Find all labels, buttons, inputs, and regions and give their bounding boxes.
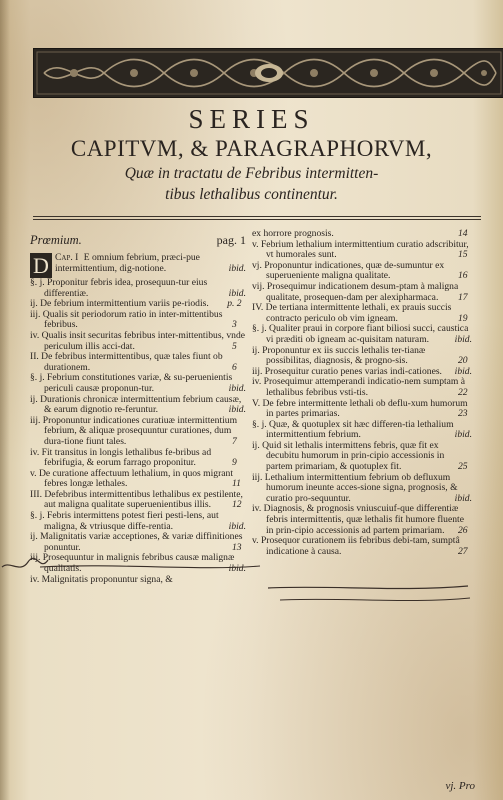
entry-text: iij. Prosequuntur in malignis febribus causæ malignæ qualitatis. — [30, 552, 235, 575]
entry-text: ij. De febrium intermittentium variis pe-riodis. — [30, 298, 209, 310]
toc-entry: v. De curatione affectuum lethalium, in quos migrant febres longæ lethales. 11 — [30, 467, 241, 490]
title-subline-1: Quæ in tractatu de Febribus intermitten- — [124, 165, 379, 182]
entry-text: iij. Qualis sit periodorum ratio in inter-mittentibus febribus. — [30, 308, 223, 331]
entry-text: §. j. Quæ, & quotuplex sit hæc differen-tia lethalium intermittentium febrium. — [252, 418, 454, 441]
entry-ref: ibid. — [454, 333, 472, 345]
entry-text: ij. Malignitatis variæ acceptiones, & variæ diffinitiones ponuntur. — [30, 531, 243, 553]
entry-text: iv. Prosequimur attemperandi indicatio-nem sumptam à lethalibus febribus vsti-tis. — [252, 376, 466, 398]
entry-ref: ibid. — [228, 262, 246, 274]
entry-text: iv. Malignitatis proponuntur signa, & — [30, 573, 173, 585]
toc-entry: iv. Prosequimur attemperandi indicatio-nem sumptam à lethalibus febribus vsti-tis. 22 — [252, 376, 468, 398]
toc-entry — [30, 395, 246, 416]
toc-entry: iv. Diagnosis, & prognosis vniuscuiuf-que differentiæ febris intermittentis, quæ lethalis fit humore fluente in prin-cipio accessionis ad partem primariam. 26 — [252, 503, 468, 536]
toc-entry: IV. De tertiana intermittente lethali, ex prauis succis contracto periculo ob vim igneam. 19 — [252, 302, 468, 324]
entry-ref: ibid. — [228, 287, 246, 299]
toc-entry: V. De febre intermittente lethali ob deflu-xum humorum in partes primarias. 23 — [252, 397, 468, 420]
toc-entry — [252, 324, 472, 345]
entry-text: iv. Fit transitus in longis lethalibus fe-bribus ad febrifugia, & eorum farrago proponitur. — [30, 446, 212, 469]
divider-rule-top — [33, 216, 481, 217]
toc-entry: v. Prosequor curationem iis febribus debi-tam, sumptâ indicatione à causa. 27 — [252, 535, 468, 557]
entry-text: v. Febrium lethalium intermittentium curatio adscribitur, vt humorales sunt. — [252, 238, 469, 261]
toc-entry — [30, 373, 246, 394]
toc-entry: vij. Prosequimur indicationem desum-ptam à maligna qualitate, prosequen-dam per alexipharmaca. 17 — [252, 280, 468, 303]
entry-text: II. De febribus intermittentibus, quæ tales fiunt ob durationem. — [30, 351, 223, 373]
entry-text: iij. Prosequitur curatio penes varias indi-cationes. — [252, 365, 442, 377]
entry-text: IV. De tertiana intermittente lethali, ex prauis succis contracto periculo ob vim igneam. — [252, 302, 452, 324]
entry-ref: ibid. — [454, 492, 472, 504]
toc-entry: iij. Proponuntur indicationes curatiuæ intermittentium febrium, & aliquæ prosequuntur curationes, dum dura-tione fiunt tales. 7 — [30, 414, 238, 447]
left-column — [30, 232, 246, 585]
entry-text: V. De febre intermittente lethali ob deflu-xum humorum in partes primarias. — [252, 397, 468, 420]
toc-entry — [30, 278, 246, 299]
catchword: vj. Pro — [445, 780, 475, 792]
toc-entry: v. Febrium lethalium intermittentium curatio adscribitur, vt humorales sunt. 15 — [252, 238, 469, 261]
entry-ref: ibid. — [228, 563, 246, 575]
entry-ref: ibid. — [228, 404, 246, 416]
toc-entry: iv. Fit transitus in longis lethalibus fe-bribus ad febrifugia, & eorum farrago proponitur. 9 — [30, 446, 237, 469]
entry-text: §. j. Proponitur febris idea, prosequun-tur eius differentiæ. — [30, 277, 208, 299]
entry-text: v. Prosequor curationem iis febribus debi-tam, sumptâ indicatione à causa. — [252, 535, 460, 557]
toc-entry — [30, 252, 246, 278]
headpiece-ornament-icon — [34, 49, 503, 97]
title-series: SERIES — [188, 104, 315, 134]
chapter-label: Cap. I — [55, 252, 79, 263]
toc-entry: ij. Proponuntur ex iis succis lethalis ter-tianæ possibilitas, diagnosis, & progno-sis. 20 — [252, 344, 468, 367]
heading-text: Prœmium. — [30, 233, 82, 247]
title-subline-2: tibus lethalibus continentur. — [165, 186, 338, 203]
toc-entry — [30, 575, 246, 586]
divider-rule-bottom — [33, 219, 481, 220]
entry-text: iij. Proponuntur indicationes curatiuæ intermittentium febrium, & aliquæ prosequuntur curationes, dum dura-tione fiunt tales. — [30, 414, 238, 447]
toc-entry: II. De febribus intermittentibus, quæ tales fiunt ob durationem. 6 — [30, 351, 237, 373]
toc-entry: III. Defebribus intermittentibus lethalibus ex pestilente, aut maligna qualitate superuenientibus illis. 12 — [30, 488, 243, 511]
entry-text: iij. Lethalium intermittentium febrium ob defluxum humorum ineunte acces-sione signa, prognosis, & curatio pro-sequuntur. — [252, 471, 458, 504]
toc-entry: ij. Malignitatis variæ acceptiones, & variæ diffinitiones ponuntur. 13 — [30, 531, 243, 553]
toc-entry — [252, 473, 472, 505]
toc-entry: vj. Proponuntur indicationes, quæ de-sumuntur ex superueniente maligna qualitate. 16 — [252, 259, 468, 282]
toc-entry: ex horrore prognosis. 14 — [252, 228, 468, 239]
ornamental-headpiece — [33, 48, 503, 98]
entry-text: §. j. Febrium constitutiones variæ, & su-peruenientis periculi causæ proponun-tur. — [30, 372, 233, 394]
prooemium-heading — [30, 232, 246, 248]
entry-ref: ibid. — [454, 429, 472, 441]
entry-text: E omnium febrium, præci-pue intermittentium, dig-notione. — [55, 252, 200, 274]
entry-text: III. Defebribus intermittentibus lethalibus ex pestilente, aut maligna qualitate superuenientibus illis. — [30, 488, 243, 511]
toc-entry: ij. Quid sit lethalis intermittens febris, quæ fit ex decubitu humorum in prin-cipio accessionis in partem primariam, & quotuplex fit. 25 — [252, 439, 468, 473]
entry-text: ex horrore prognosis. — [252, 228, 334, 239]
entry-text: iv. Qualis insit securitas febribus inter-mittentibus, vnde periculum illis acci-dat. — [30, 329, 246, 352]
dropcap-letter: D — [30, 253, 52, 278]
toc-entry — [30, 553, 246, 574]
entry-ref: ibid. — [228, 520, 246, 532]
entry-text: ij. Quid sit lethalis intermittens febris, quæ fit ex decubitu humorum in prin-cipio accessionis in partem primariam, & quotuplex fit. — [252, 439, 445, 473]
entry-text: ij. Durationis chronicæ intermittentium febrium causæ, & earum dignotio re-feruntur. — [30, 393, 242, 416]
heading-page: pag. 1 — [216, 233, 246, 247]
entry-text: ij. Proponuntur ex iis succis lethalis ter-tianæ possibilitas, diagnosis, & progno-sis. — [252, 344, 426, 367]
toc-entry — [252, 420, 472, 441]
entry-text: §. j. Febris intermittens potest fieri pesti-lens, aut maligna, & vtriusque diffe-rentia. — [30, 510, 219, 532]
entry-ref: p. 2 — [227, 298, 242, 310]
entry-text: v. De curatione affectuum lethalium, in quos migrant febres longæ lethales. — [30, 467, 234, 490]
entry-text: iv. Diagnosis, & prognosis vniuscuiuf-que differentiæ febris intermittentis, quæ lethalis fit humore fluente in prin-cipio accessionis ad partem primariam. — [252, 503, 464, 536]
title-capitum: CAPITVM, & PARAGRAPHORVM, — [70, 136, 433, 161]
entry-text: vij. Prosequimur indicationem desum-ptam à maligna qualitate, prosequen-dam per alexipharmaca. — [252, 280, 459, 303]
toc-entry: iv. Qualis insit securitas febribus inter-mittentibus, vnde periculum illis acci-dat. 5 — [30, 329, 246, 352]
entry-text: §. j. Qualiter praui in corpore fiant biliosi succi, caustica vi præditi ob igneam ac-quisitam naturam. — [252, 323, 469, 345]
toc-entry — [30, 511, 246, 532]
entry-ref: ibid. — [454, 365, 472, 377]
entry-text: vj. Proponuntur indicationes, quæ de-sumuntur ex superueniente maligna qualitate. — [252, 259, 445, 282]
toc-entry: iij. Qualis sit periodorum ratio in inter-mittentibus febribus. 3 — [30, 308, 237, 331]
entry-ref: ibid. — [228, 382, 246, 394]
right-column — [252, 229, 472, 557]
